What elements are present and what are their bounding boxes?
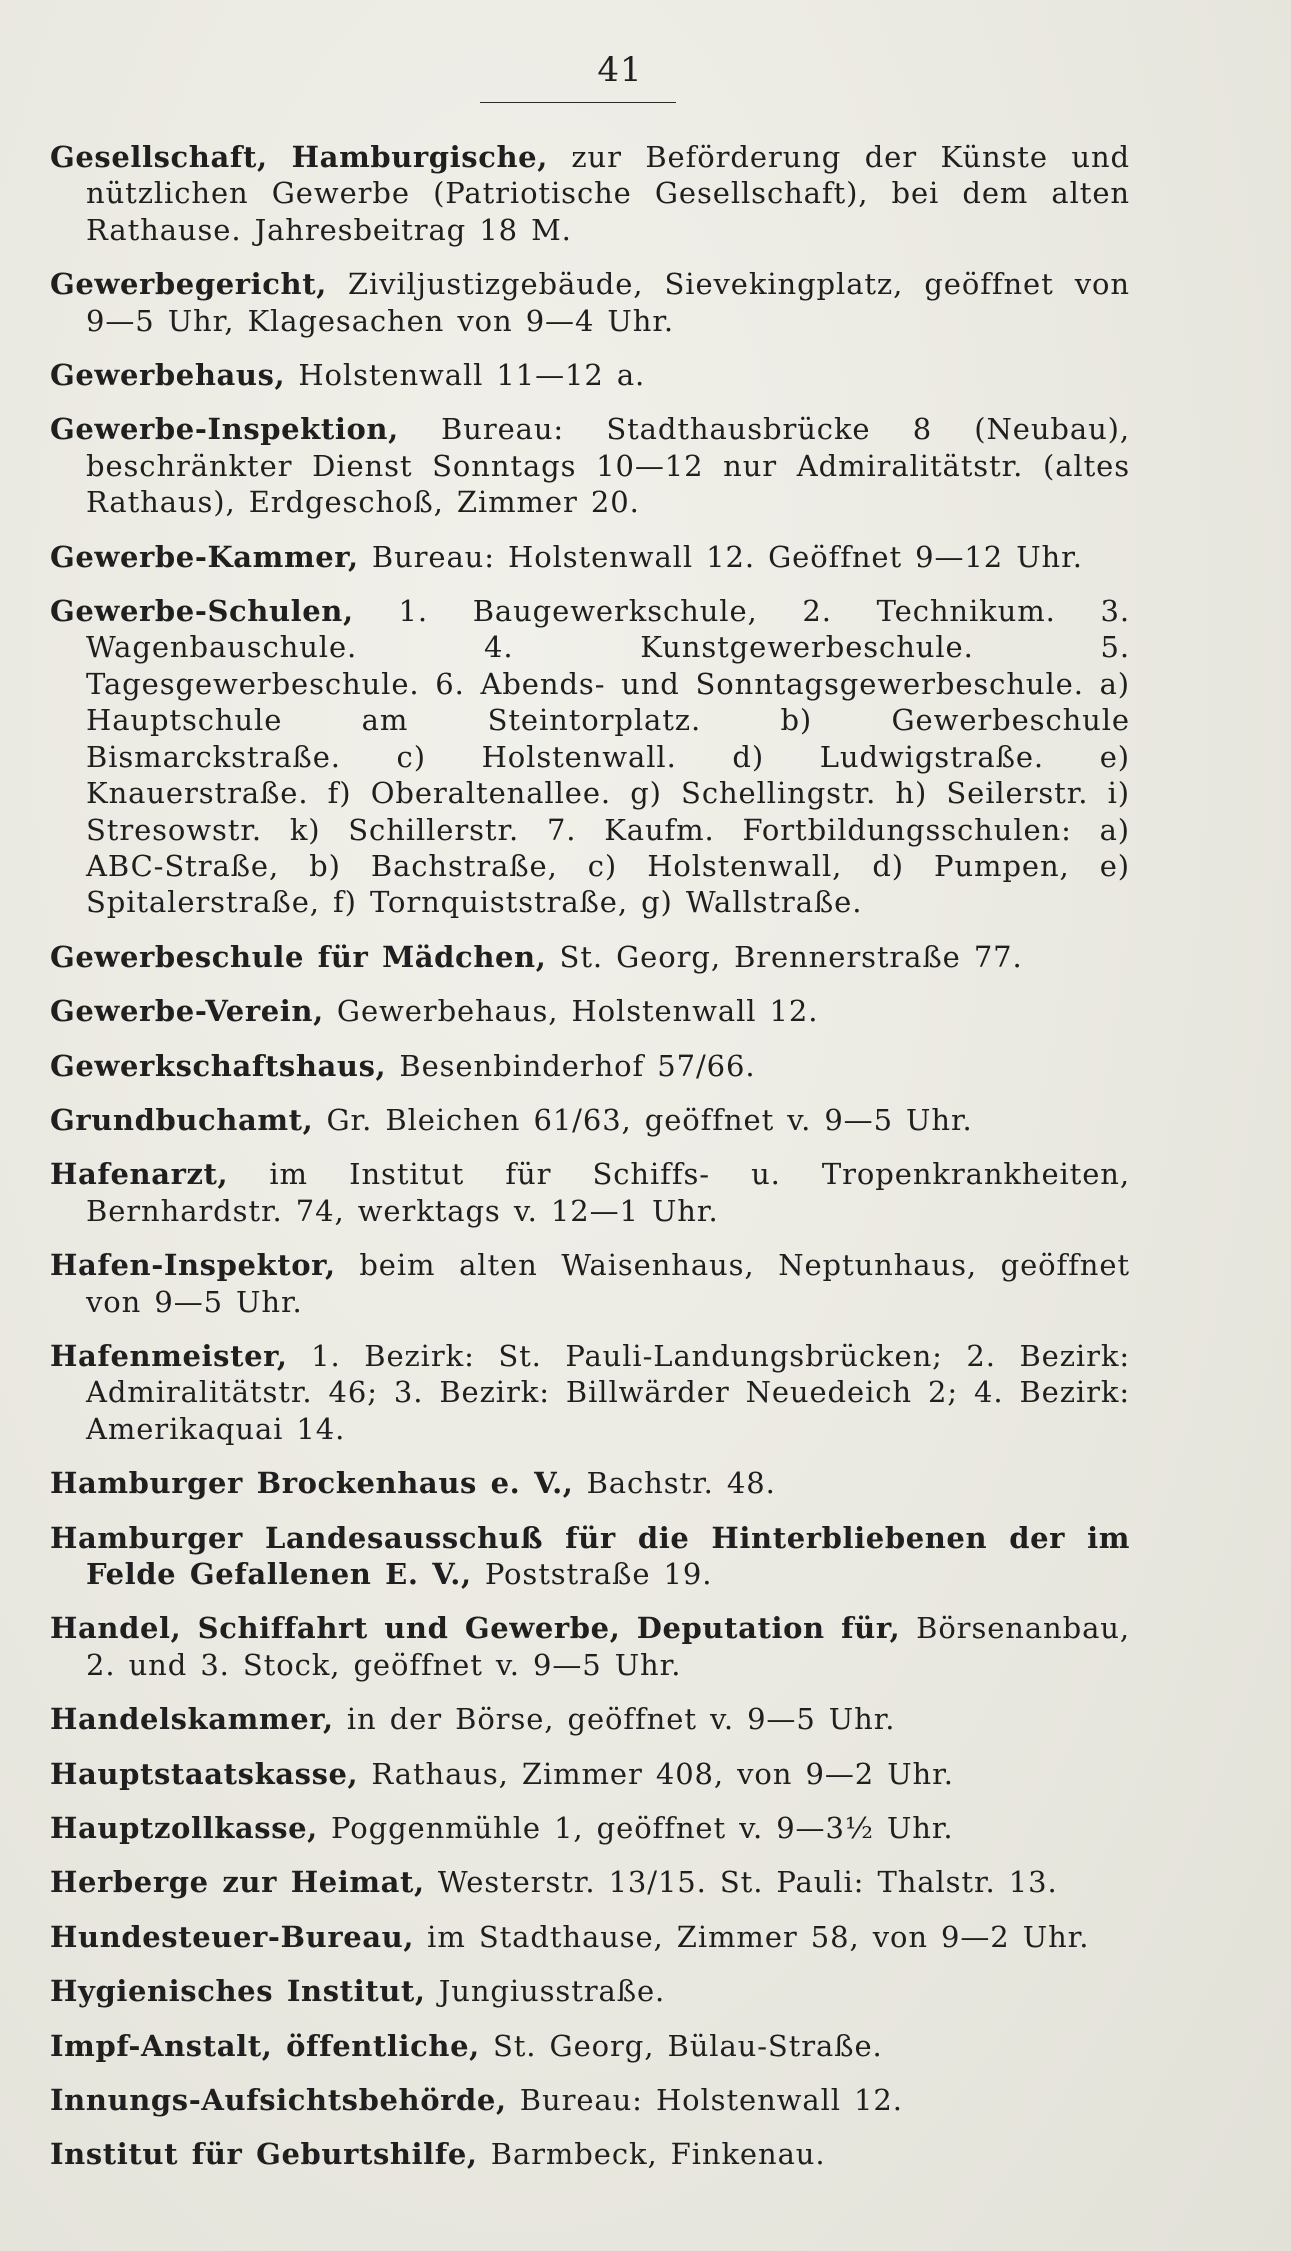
entry-text: Holstenwall 11—12 a. bbox=[285, 358, 646, 393]
entry-text: im Institut für Schiffs- u. Tropenkrankheiten, Bernhardstr. 74, werktags v. 12—1 Uhr. bbox=[86, 1157, 1130, 1228]
entry-text: Gewerbehaus, Holstenwall 12. bbox=[323, 994, 819, 1029]
directory-entry bbox=[50, 1810, 1130, 1846]
entry-heading: Hauptstaatskasse, bbox=[50, 1756, 359, 1791]
entry-heading: Hundesteuer-Bureau, bbox=[50, 1919, 415, 1954]
entry-heading: Gewerbe-Schulen, bbox=[50, 594, 354, 629]
entry-heading: Handel, Schiffahrt und Gewerbe, Deputation für, bbox=[50, 1611, 901, 1646]
entry-text: Barmbeck, Finkenau. bbox=[477, 2137, 826, 2172]
entry-heading: Gewerbe-Inspektion, bbox=[50, 412, 399, 447]
directory-entry bbox=[50, 1247, 1130, 1320]
entry-heading: Hauptzollkasse, bbox=[50, 1811, 318, 1846]
entry-heading: Innungs-Aufsichtsbehörde, bbox=[50, 2083, 507, 2118]
entry-heading: Gewerbehaus, bbox=[50, 358, 286, 393]
directory-entry bbox=[50, 266, 1130, 339]
entry-heading: Grundbuchamt, bbox=[50, 1102, 314, 1137]
directory-entries bbox=[50, 139, 1130, 2173]
entry-text: in der Börse, geöffnet v. 9—5 Uhr. bbox=[333, 1702, 896, 1737]
header-rule bbox=[480, 102, 676, 103]
entry-heading: Gewerbeschule für Mädchen, bbox=[50, 939, 547, 974]
directory-entry bbox=[50, 1338, 1130, 1447]
directory-entry bbox=[50, 2082, 1130, 2118]
entry-heading: Herberge zur Heimat, bbox=[50, 1865, 425, 1900]
directory-entry bbox=[50, 1102, 1130, 1138]
entry-heading: Hygienisches Institut, bbox=[50, 1974, 426, 2009]
entry-heading: Impf-Anstalt, öffentliche, bbox=[50, 2028, 480, 2063]
entry-text: Börsenanbau, 2. und 3. Stock, geöffnet v. 9—5 Uhr. bbox=[86, 1611, 1130, 1682]
directory-entry bbox=[50, 993, 1130, 1029]
directory-entry bbox=[50, 1048, 1130, 1084]
entry-heading: Gewerbe-Kammer, bbox=[50, 539, 359, 574]
directory-entry bbox=[50, 1465, 1130, 1501]
entry-text: Poststraße 19. bbox=[471, 1557, 713, 1591]
entry-heading: Handelskammer, bbox=[50, 1702, 334, 1737]
directory-entry bbox=[50, 1919, 1130, 1955]
entry-text: Bureau: Holstenwall 12. bbox=[506, 2083, 903, 2118]
directory-entry bbox=[50, 1520, 1130, 1593]
directory-entry bbox=[50, 1701, 1130, 1737]
entry-heading: Gewerkschaftshaus, bbox=[50, 1048, 387, 1083]
entry-heading: Gewerbe-Verein, bbox=[50, 994, 324, 1029]
page-number: 41 bbox=[597, 50, 643, 90]
directory-entry bbox=[50, 2136, 1130, 2172]
directory-entry bbox=[50, 411, 1130, 520]
entry-heading: Hafenarzt, bbox=[50, 1157, 229, 1192]
directory-entry bbox=[50, 2028, 1130, 2064]
directory-entry bbox=[50, 139, 1130, 248]
entry-heading: Hafen-Inspektor, bbox=[50, 1248, 336, 1283]
directory-entry bbox=[50, 1864, 1130, 1900]
entry-heading: Hamburger Brockenhaus e. V., bbox=[50, 1466, 574, 1501]
entry-heading: Gesellschaft, Hamburgische, bbox=[50, 140, 548, 174]
entry-text: Besenbinderhof 57/66. bbox=[386, 1048, 756, 1083]
entry-text: beim alten Waisenhaus, Neptunhaus, geöffnet von 9—5 Uhr. bbox=[86, 1248, 1130, 1319]
entry-text: St. Georg, Bülau-Straße. bbox=[479, 2028, 883, 2063]
entry-text: Westerstr. 13/15. St. Pauli: Thalstr. 13. bbox=[424, 1865, 1058, 1900]
directory-entry bbox=[50, 1610, 1130, 1683]
directory-entry bbox=[50, 357, 1130, 393]
entry-text: Bachstr. 48. bbox=[573, 1466, 776, 1501]
entry-heading: Hafenmeister, bbox=[50, 1338, 288, 1373]
entry-heading: Gewerbegericht, bbox=[50, 267, 327, 302]
entry-text: Jungiusstraße. bbox=[425, 1974, 666, 2009]
entry-heading: Institut für Geburtshilfe, bbox=[50, 2137, 478, 2172]
directory-entry bbox=[50, 1973, 1130, 2009]
entry-heading: Hamburger Landesausschuß für die Hinterbliebenen der im Felde Gefallenen E. V., bbox=[50, 1520, 1130, 1591]
directory-entry bbox=[50, 593, 1130, 921]
document-page bbox=[50, 48, 1130, 2191]
entry-text: im Stadthause, Zimmer 58, von 9—2 Uhr. bbox=[414, 1919, 1090, 1954]
directory-entry bbox=[50, 1156, 1130, 1229]
entry-text: zur Beförderung der Künste und nützlichen Gewerbe (Patriotische Gesellschaft), bei dem alten Rathause. Jahresbeitrag 18 M. bbox=[86, 140, 1130, 247]
entry-text: Ziviljustizgebäude, Sievekingplatz, geöffnet von 9—5 Uhr, Klagesachen von 9—4 Uhr. bbox=[86, 267, 1130, 338]
entry-text: Bureau: Stadthausbrücke 8 (Neubau), beschränkter Dienst Sonntags 10—12 nur Admiralitätstr. (altes Rathaus), Erdgeschoß, Zimmer 20. bbox=[86, 412, 1130, 520]
directory-entry bbox=[50, 1756, 1130, 1792]
entry-text: Gr. Bleichen 61/63, geöffnet v. 9—5 Uhr. bbox=[313, 1102, 973, 1137]
entry-text: Bureau: Holstenwall 12. Geöffnet 9—12 Uhr. bbox=[358, 539, 1083, 574]
directory-entry bbox=[50, 539, 1130, 575]
entry-text: Poggenmühle 1, geöffnet v. 9—3½ Uhr. bbox=[317, 1811, 954, 1846]
entry-text: St. Georg, Brennerstraße 77. bbox=[546, 939, 1023, 974]
entry-text: Rathaus, Zimmer 408, von 9—2 Uhr. bbox=[358, 1756, 954, 1791]
entry-text: 1. Baugewerkschule, 2. Technikum. 3. Wagenbauschule. 4. Kunstgewerbeschule. 5. Tagesgewerbeschule. 6. Abends- und Sonntagsgewerbeschule. a) Hauptschule am Steintorplatz. b) Gewerbeschule Bismarckstraße. c) Holstenwall. d) Ludwigstraße. e) Knauerstraße. f) Oberaltenallee. g) Schellingstr. h) Seilerstr. i) Stresowstr. k) Schillerstr. 7. Kaufm. Fortbildungsschulen: a) ABC-Straße, b) Bachstraße, c) Holstenwall, d) Pumpen, e) Spitalerstraße, f) Tornquiststraße, g) Wallstraße. bbox=[86, 594, 1130, 920]
directory-entry bbox=[50, 939, 1130, 975]
entry-text: 1. Bezirk: St. Pauli-Landungsbrücken; 2. Bezirk: Admiralitätstr. 46; 3. Bezirk: Billwärder Neuedeich 2; 4. Bezirk: Amerikaquai 14. bbox=[86, 1338, 1130, 1446]
